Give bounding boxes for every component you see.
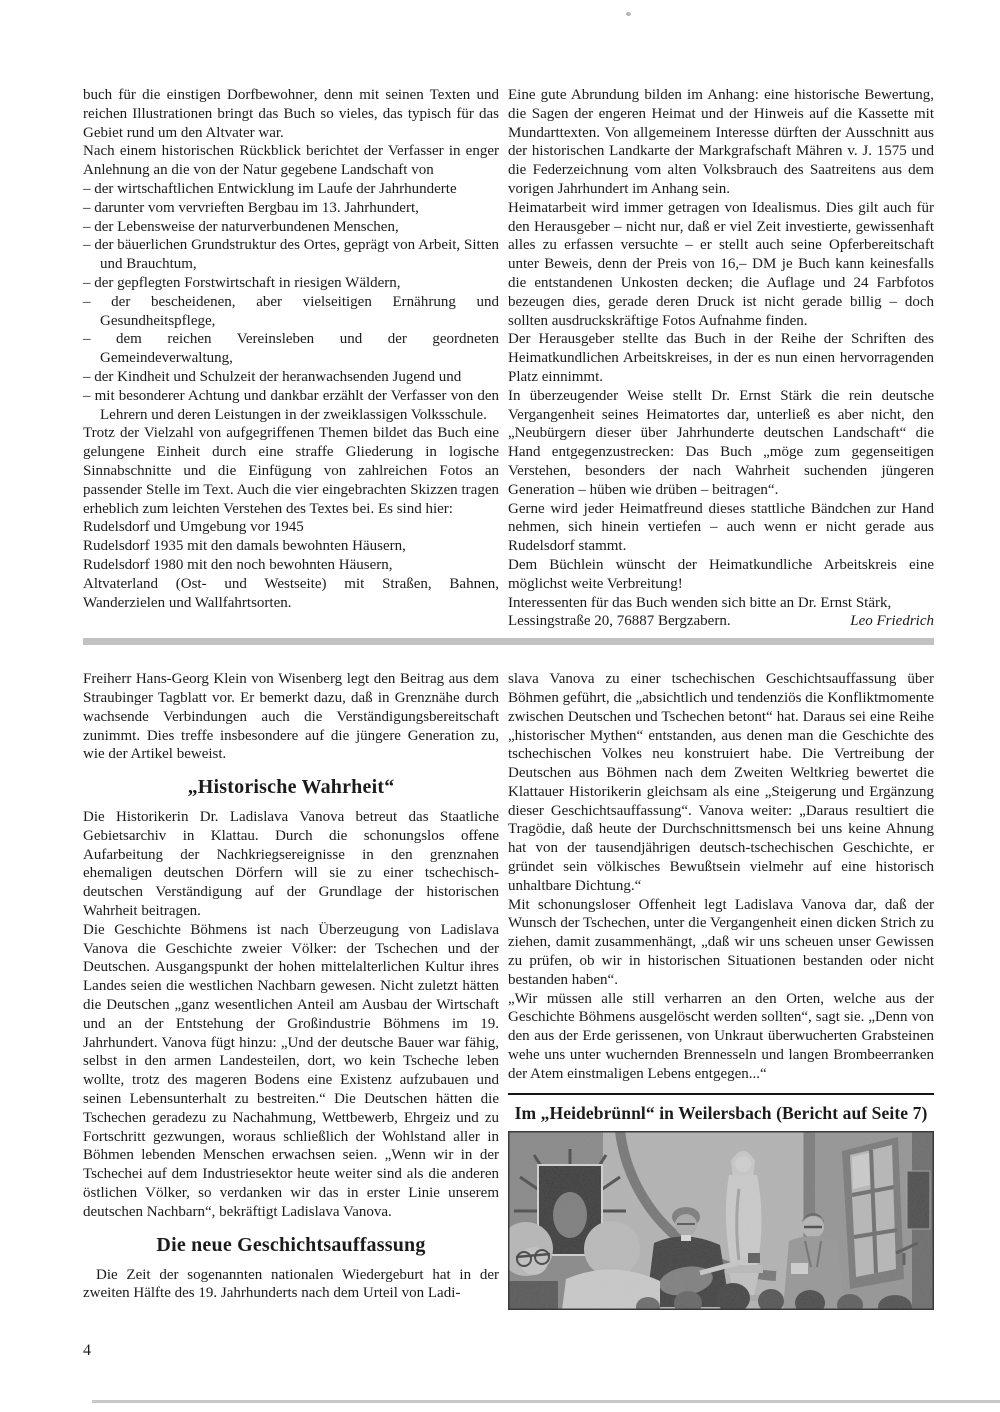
paragraph: Freiherr Hans-Georg Klein von Wisenberg legt den Beitrag aus dem Straubinger Tagblatt vor. Er bemerkt dazu, daß in Grenznähe durch wachsende Verbindungen auch die Verständigungsbereitschaft zunimmt. Dies treffe insbesondere auf die jüngere Generation zu, wie der Artikel beweist. — [83, 671, 499, 763]
scan-artifact-line — [92, 1400, 1000, 1403]
photo-figure — [508, 1093, 934, 1310]
bottom-section — [83, 670, 934, 1310]
page-number: 4 — [83, 1342, 91, 1359]
sketch-line: Altvaterland (Ost- und Westseite) mit Straßen, Bahnen, Wanderzielen und Wallfahrtsorten. — [83, 575, 499, 611]
bottom-right-column — [508, 670, 934, 1310]
author-signature: Leo Friedrich — [850, 613, 934, 630]
paragraph: „Wir müssen alle still verharren an den Orten, welche aus der Geschichte Böhmens ausgelöscht werden sollten“, sagt sie. „Denn von den aus der Erde gerissenen, von Unkraut überwucherten Grabsteinen wehe uns unter wuchernden Brennesseln und langen Brombeerranken der Atem einstmaligen Lebens entgegen...“ — [508, 990, 934, 1082]
sketch-line: Rudelsdorf und Umgebung vor 1945 — [83, 519, 304, 536]
paragraph: Eine gute Abrundung bilden im Anhang: eine historische Bewertung, die Sagen der engeren Heimat und der Hinweis auf die Kassette mit Mundarttexten. Von allgemeinem Interesse dürften der Ausschnitt aus der historischen Landkarte der Markgrafschaft Mähren v. J. 1575 und die Federzeichnung vom alten Volksbrauch des Saatreitens aus dem vorigen Jahrhundert im Anhang sein. — [508, 87, 934, 197]
paragraph: Trotz der Vielzahl von aufgegriffenen Themen bildet das Buch eine gelungene Einheit durch eine straffe Gliederung in logische Sinnabschnitte und die Einfügung von zahlreichen Fotos an passender Stelle im Text. Auch die vier eingebrachten Skizzen tragen erheblich zum leichten Verstehen des Textes bei. Es sind hier: — [83, 425, 499, 517]
paragraph: Der Herausgeber stellte das Buch in der Reihe der Schriften des Heimatkundlichen Arbeitskreises, in der es nun einen hervorragenden Platz einnimmt. — [508, 331, 934, 385]
sketch-line: Rudelsdorf 1980 mit den noch bewohnten Häusern, — [83, 556, 393, 573]
top-left-column — [83, 86, 499, 631]
scan-speck — [626, 12, 631, 16]
bullet-item: – darunter vom vervrieften Bergbau im 13. Jahrhundert, — [83, 199, 419, 216]
bullet-item: – der gepflegten Forstwirtschaft in riesigen Wäldern, — [83, 274, 401, 291]
bullet-item: – dem reichen Vereinsleben und der geordneten Gemeindeverwaltung, — [83, 331, 499, 367]
paragraph: buch für die einstigen Dorfbewohner, denn mit seinen Texten und reichen Illustrationen bringt das Buch so vieles, das typisch für das Gebiet rund um den Altvater war. — [83, 87, 499, 141]
bullet-item: – der bescheidenen, aber vielseitigen Ernährung und Gesundheitspflege, — [83, 293, 499, 329]
paragraph: slava Vanova zu einer tschechischen Geschichtsauffassung über Böhmen geführt, die „absichtlich und tendenziös die Konfliktmomente zwischen Deutschen und Tschechen betont“ hat. Daraus sei eine Reihe „historischer Mythen“ entstanden, aus denen man die Geschichte des tschechischen Volkes neu konstruiert habe. Die Vertreibung der Deutschen aus Böhmen nach dem Zweiten Weltkrieg bewertet die Klattauer Historikerin gleichsam als eine „Steigerung und Ergänzung dieser Geschichtsauffassung“. Vanova weiter: „Daraus resultiert die Tragödie, daß heute der Durchschnittsmensch bei uns keine Ahnung hat von der tausendjährigen deutsch-tschechischen Geschichte, er gründet sein völkisches Bewußtsein vielmehr auf eine historisch unhaltbare Dichtung.“ — [508, 671, 934, 894]
paragraph: Dem Büchlein wünscht der Heimatkundliche Arbeitskreis eine möglichst weite Verbreitung! — [508, 556, 934, 592]
paragraph: Die Geschichte Böhmens ist nach Überzeugung von Ladislava Vanova die Geschichte zweier Völker: der Tschechen und der Deutschen. Ausgangspunkt der hohen mittelalterlichen Kultur ihres Landes seien die westlichen Nachbarn gewesen. Nicht zuletzt hätten die Deutschen „ganz wesentlichen Anteil am Ausbau der Wirtschaft und an der Entstehung der Großindustrie Böhmens im 19. Jahrhundert. Vanova fügt hinzu: „Und der deutsche Bauer war fähig, selbst in den armen Landesteilen, dort, wo kein Tscheche leben wollte, trotz des mageren Bodens eine Existenz aufzubauen und seinen Lebensunterhalt zu bestreiten.“ Die Deutschen hätten die Tschechen geradezu zu Nachahmung, Wettbewerb, Ehrgeiz und zu Fortschritt gezwungen, woraus schließlich der Wohlstand aller in Böhmen lebenden Menschen erwachsen seien. „Wenn wir in der Tschechei auf dem Industriesektor heute weiter sind als die anderen östlichen Völker, so verdanken wir das in erster Linie unserem deutschen Nachbarn“, bekräftigt Ladislava Vanova. — [83, 921, 499, 1220]
magazine-page — [83, 86, 934, 1310]
bullet-item: – der Lebensweise der naturverbundenen Menschen, — [83, 218, 399, 235]
sketch-line: Rudelsdorf 1935 mit den damals bewohnten Häusern, — [83, 538, 406, 555]
bullet-item: – der wirtschaftlichen Entwicklung im Laufe der Jahrhunderte — [83, 180, 457, 197]
bottom-left-column — [83, 670, 499, 1310]
paragraph: Gerne wird jeder Heimatfreund dieses stattliche Bändchen zur Hand nehmen, sich hinein vertiefen – auch wenn er nicht gerade aus Rudelsdorf stammt. — [508, 500, 934, 555]
paragraph: Interessenten für das Buch wenden sich bitte an Dr. Ernst Stärk, — [508, 594, 892, 611]
bullet-list — [83, 180, 499, 424]
paragraph: Heimatarbeit wird immer getragen von Idealismus. Dies gilt auch für den Herausgeber – nicht nur, daß er viel Zeit investierte, gewissenhaft alles zu erfassen versuchte – er stellt auch seine Opferbereitschaft unter Beweis, denn der Preis von 16,– DM je Buch kann keinesfalls die entstandenen Unkosten decken; die Auflage und 24 Farbfotos bezeugen dies, gerade deren Druck ist nicht gerade billig – doch sollten ausdruckskräftige Fotos Aufnahme finden. — [508, 199, 934, 329]
article-heading-historische-wahrheit: „Historische Wahrheit“ — [187, 776, 395, 799]
section-divider — [83, 638, 934, 645]
bullet-item: – der bäuerlichen Grundstruktur des Ortes, geprägt von Arbeit, Sitten und Brauchtum, — [83, 237, 499, 273]
top-section — [83, 86, 934, 631]
paragraph: Mit schonungsloser Offenheit legt Ladislava Vanova dar, daß der Wunsch der Tschechen, unter die Vergangenheit einen dicken Strich zu ziehen, damit zusammenhängt, „daß wir uns scheuen unser Gewissen zu prüfen, ob wir in historischen Situationen bestanden oder nicht bestanden haben“. — [508, 896, 934, 988]
photo-heidebruennl — [508, 1131, 934, 1310]
top-right-column — [508, 86, 934, 631]
article-heading-neue-geschichtsauffassung: Die neue Geschichtsauffassung — [156, 1233, 426, 1256]
paragraph: Die Historikerin Dr. Ladislava Vanova betreut das Staatliche Gebietsarchiv in Klattau. Durch die schonungslos offene Aufarbeitung der Nachkriegsereignisse in den grenznahen ehemaligen deutschen Dörfern will sie zu einer tschechisch-deutschen Verständigung auf der Grundlage der historischen Wahrheit beitragen. — [83, 809, 499, 920]
signature-row — [508, 612, 934, 631]
bullet-item: – der Kindheit und Schulzeit der heranwachsenden Jugend und — [83, 368, 462, 385]
address-line: Lessingstraße 20, 76887 Bergzabern. — [508, 613, 731, 630]
caption-rule — [508, 1093, 934, 1095]
paragraph: Nach einem historischen Rückblick berichtet der Verfasser in enger Anlehnung an die von der Natur gegebene Landschaft von — [83, 143, 499, 179]
paragraph: Die Zeit der sogenannten nationalen Wiedergeburt hat in der zweiten Hälfte des 19. Jahrhunderts nach dem Urteil von Ladi- — [83, 1266, 499, 1302]
bullet-item: – mit besonderer Achtung und dankbar erzählt der Verfasser von den Lehrern und deren Leistungen in der zweiklassigen Volksschule. — [83, 387, 499, 423]
paragraph: In überzeugender Weise stellt Dr. Ernst Stärk die rein deutsche Vergangenheit seines Heimatortes dar, unterließ es aber nicht, den „Neubürgern dieser über Jahrhunderte deutschen Landschaft“ die Hand entgegenzustrecken: Das Buch „möge zum gegenseitigen Verstehen, besonders der nach Wahrheit suchenden jüngeren Generation – hüben wie drüben – beitragen“. — [508, 387, 934, 498]
photo-caption: Im „Heidebrünnl“ in Weilersbach (Bericht auf Seite 7) — [514, 1102, 928, 1123]
